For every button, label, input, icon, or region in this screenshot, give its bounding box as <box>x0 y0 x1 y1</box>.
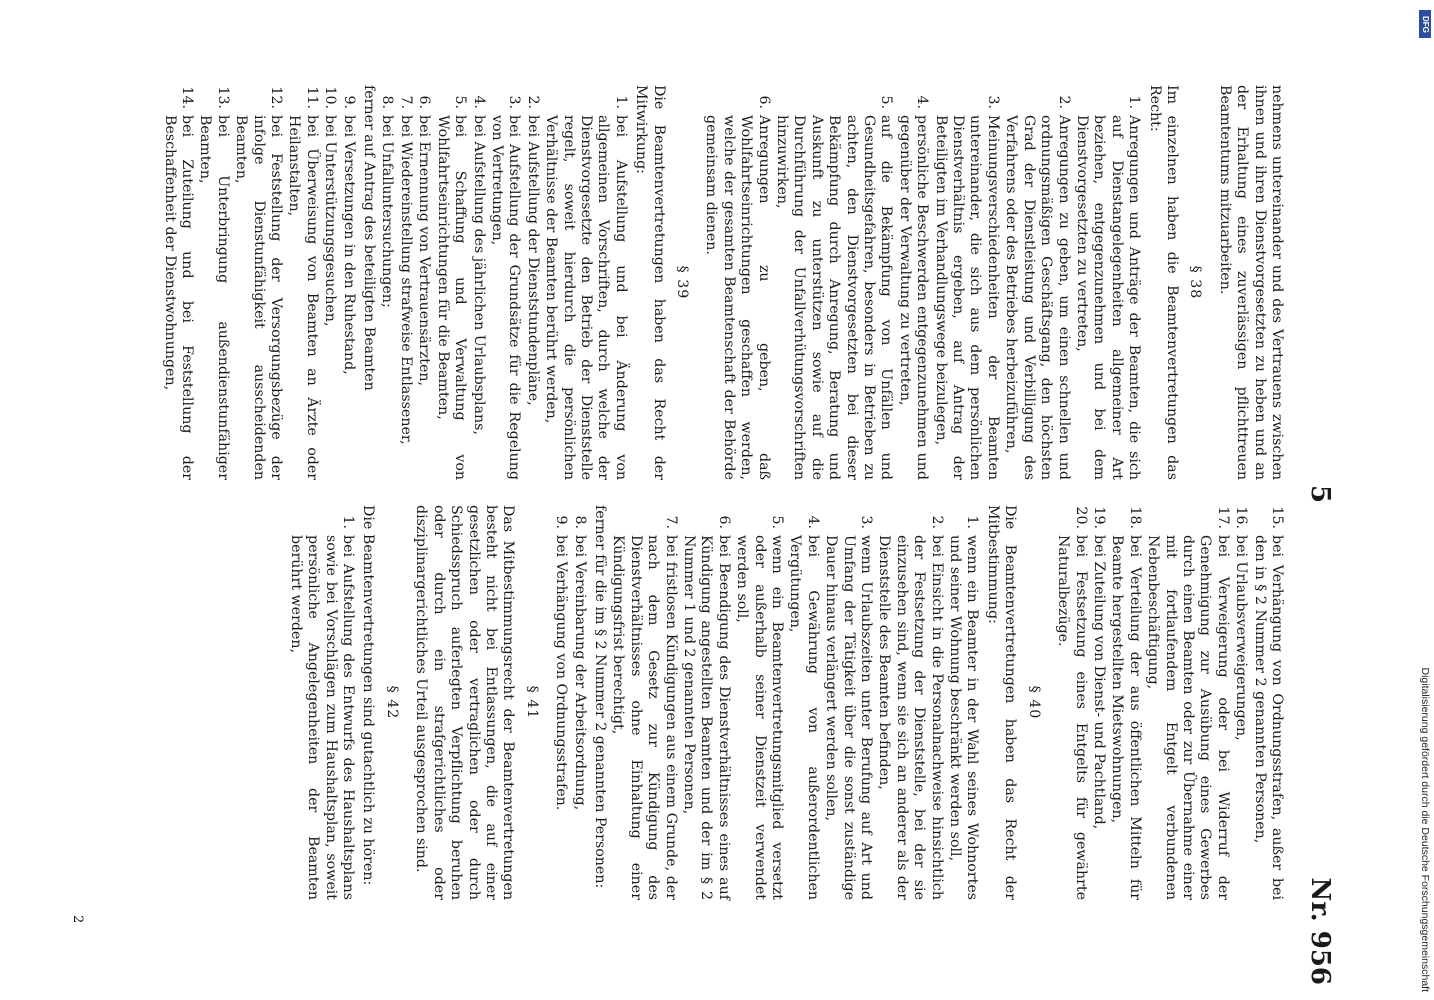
list-item <box>822 505 874 900</box>
item-number: 8. <box>571 515 588 529</box>
list-item <box>488 85 523 480</box>
item-number: 13. <box>214 86 231 109</box>
item-number: 9. <box>340 95 357 109</box>
list-item <box>321 85 338 480</box>
section-39-ferner: ferner auf Antrag des beteiligten Beamten <box>361 85 378 391</box>
list-item <box>415 85 432 480</box>
item-number: 2. <box>524 95 541 109</box>
list-item <box>1002 85 1072 480</box>
item-number: 1. <box>1126 95 1143 109</box>
document-number: Nr. 956 <box>1305 877 1335 985</box>
item-text: persönliche Beschwerden entgegenzunehmen und gegenüber der Verwaltung zu vertreten, <box>896 115 931 480</box>
item-number: 1. <box>612 95 629 109</box>
page-header <box>1295 85 1335 985</box>
digitization-credit-text: Digitalisierung gefördert durch die Deutsche Forschungsgemeinschaft <box>1419 667 1431 992</box>
rotated-page-content <box>35 85 1335 985</box>
list-item <box>160 85 195 480</box>
item-text: bei Aufstellung des Entwurfs des Haushaltsplans sowie bei Vorschlägen zum Haushaltsplan, soweit persönliche Angelegenheiten der Beamten berührt werden, <box>287 535 357 900</box>
signature-mark: 2 <box>70 915 85 924</box>
item-number: 20. <box>1072 506 1089 529</box>
list-item <box>552 505 569 900</box>
digitization-credit <box>1418 8 1432 992</box>
item-number: 12. <box>268 86 285 109</box>
item-text: Meinungsverschiedenheiten der Beamten untereinander, die sich aus dem persönlichen Dienstverhältnis ergeben, auf Antrag der Beteiligten im Verhandlungswege beizulegen, <box>932 115 1001 480</box>
page-number: 5 <box>1305 485 1335 504</box>
list-item <box>1250 505 1285 900</box>
item-text: bei Zuteilung und bei Feststellung der Beschaffenheit der Dienstwohnungen, <box>161 115 196 480</box>
list-item <box>433 85 468 480</box>
item-number: 5. <box>452 95 469 109</box>
item-number: 14. <box>179 86 196 109</box>
item-number: 9. <box>553 515 570 529</box>
item-text: bei Aufstellung des jährlichen Urlaubsplans, <box>470 115 487 435</box>
section-41-text: Das Mitbestimmungsrecht der Beamtenvertretungen besteht nicht bei Entlassungen, die auf einer gesetzlichen oder vertraglichen oder durch Schiedsspruch auferlegten Verpflichtung beruhen oder durch ein strafgerichtliches oder disziplinargerichtliches Urteil ausgesprochen sind. <box>413 505 517 900</box>
section-41-title: § 41 <box>523 685 540 720</box>
item-text: bei Verweigerung oder bei Widerruf der Genehmigung zur Ausübung eines Gewerbes durch einen Beamten oder zur Übernahme einer mit fortlaufendem Entgelt verbundenen Nebenbeschäftigung, <box>1145 535 1231 900</box>
list-item <box>946 505 981 900</box>
section-42-title: § 42 <box>383 685 400 720</box>
section-40-list-b <box>552 505 588 900</box>
item-text: wenn ein Beamter in der Wahl seines Wohnortes und seiner Wohnung beschränkt werden soll, <box>947 535 981 900</box>
item-text: wenn Urlaubszeiten unter Berufung auf Art und Umfang der Tätigkeit über die sonst zuständige Dauer hinaus verlängert werden sollen, <box>823 535 875 900</box>
item-text: bei Aufstellung der Grundsätze für die Regelung von Vertretungen, <box>488 115 523 480</box>
list-item <box>1090 505 1107 900</box>
item-text: bei Verhängung von Ordnungsstrafen, außer bei den in § 2 Nummer 2 genannten Personen, <box>1251 535 1285 900</box>
list-item <box>1073 85 1143 480</box>
item-number: 3. <box>858 515 875 529</box>
list-item <box>875 505 945 900</box>
section-39-list-c <box>1054 505 1285 900</box>
dfg-logo: DFG <box>1419 10 1431 38</box>
right-column <box>285 505 1285 900</box>
item-text: wenn ein Beamtenvertretungsmitglied versetzt oder außerhalb seiner Dienstzeit verwendet werden soll, <box>734 535 786 900</box>
item-text: bei Unterbringung außendienstunfähiger Beamten, <box>197 115 231 480</box>
item-text: bei Wiedereinstellung strafweise Entlassener, <box>397 115 414 445</box>
section-38-title: § 38 <box>1187 265 1204 300</box>
list-item <box>397 85 414 480</box>
list-item <box>339 85 356 480</box>
section-40-title: § 40 <box>1025 685 1042 720</box>
item-text: bei Ernennung von Vertrauensärzten, <box>416 115 433 387</box>
section-38-list <box>702 85 1142 480</box>
list-item <box>680 505 732 900</box>
item-number: 4. <box>804 515 821 529</box>
item-number: 6. <box>755 95 772 109</box>
item-text: bei fristlosen Kündigungen aus einem Grunde, der nach dem Gesetz zur Kündigung des Dienstverhältnisses ohne Einhaltung einer Kündigungsfrist berechtigt, <box>610 535 679 900</box>
item-text: Anregungen zu geben, daß Wohlfahrtseinrichtungen geschaffen werden, welche der gesamten Beamtenschaft der Behörde gemeinsam dienen. <box>703 115 772 480</box>
item-number: 4. <box>470 95 487 109</box>
item-text: Anregungen zu geben, um einen schnellen und ordnungsmäßigen Geschäftsgang, den höchsten Grad der Dienstleistung und Verbilligung des Verfahrens oder des Betriebes herbeizuführen, <box>1003 115 1072 480</box>
item-text: bei Verteilung der aus öffentlichen Mitteln für Beamte hergestellten Mietswohnungen, <box>1109 535 1143 900</box>
list-item <box>542 85 629 480</box>
item-number: 3. <box>506 95 523 109</box>
list-item <box>285 85 320 480</box>
item-text: bei Urlaubsverweigerungen, <box>1233 535 1250 741</box>
section-38-lead: Im einzelnen haben die Beamtenvertretungen das Recht: <box>1146 85 1180 480</box>
list-item <box>702 85 772 480</box>
list-item <box>378 85 395 480</box>
item-text: bei Feststellung der Versorgungsbezüge der infolge Dienstunfähigkeit ausscheidenden Beamten, <box>233 115 285 480</box>
item-text: bei Schaffung und Verwaltung von Wohlfahrtseinrichtungen für die Beamten, <box>434 115 469 480</box>
list-item <box>523 85 540 480</box>
item-text: bei Verhängung von Ordnungsstrafen. <box>553 535 570 811</box>
item-text: bei Unterstützungsgesuchen, <box>322 115 339 327</box>
item-number: 17. <box>1214 506 1231 529</box>
item-number: 7. <box>397 95 414 109</box>
list-item <box>931 85 1001 480</box>
item-number: 11. <box>303 86 320 109</box>
list-item <box>773 85 895 480</box>
item-text: bei Zuteilung von Dienst- und Pachtland, <box>1090 535 1107 830</box>
item-text: bei Überweisung von Beamten an Ärzte oder Heilanstalten, <box>286 115 320 480</box>
item-number: 3. <box>984 95 1001 109</box>
section-39-list-b <box>160 85 356 480</box>
item-number: 6. <box>416 95 433 109</box>
item-text: bei Festsetzung eines Entgelts für gewährte Naturalbezüge. <box>1055 535 1089 900</box>
item-number: 10. <box>322 86 339 109</box>
item-number: 7. <box>662 515 679 529</box>
section-40-list <box>609 505 981 900</box>
item-number: 5. <box>769 515 786 529</box>
item-text: bei Aufstellung der Dienststundenpläne, <box>524 115 541 406</box>
list-item <box>609 505 679 900</box>
section-42-list <box>286 505 356 900</box>
list-item <box>1054 505 1089 900</box>
item-number: 6. <box>715 515 732 529</box>
intro-paragraph: nehmens untereinander und des Vertrauens zwischen ihnen und ihren Dienstvorgesetzten zu heben und an der Erhaltung eines zuverlässigen pflichttreuen Beamtentums mitzuarbeiten. <box>1216 85 1285 480</box>
item-text: bei Einsicht in die Personalnachweise hinsichtlich der Festsetzung der Dienststelle, bei der sie einzusehen sind, wenn sie sich an anderer als der Dienststelle des Beamten befinden, <box>876 535 945 900</box>
section-39-title: § 39 <box>674 265 690 300</box>
list-item <box>1232 505 1249 900</box>
list-item <box>469 85 486 480</box>
item-number: 2. <box>928 515 945 529</box>
list-item <box>570 505 587 900</box>
item-number: 8. <box>379 95 396 109</box>
item-number: 19. <box>1090 506 1107 529</box>
list-item <box>232 85 284 480</box>
item-text: auf die Bekämpfung von Unfällen und Gesundheitsgefahren, besonders in Betrieben zu achten, den Dienstvorgesetzten bei dieser Bekämpfung durch Anregung, Beratung und Auskunft zu unterstützen sowie auf die Durchführung der Unfallverhütungsvorschriften hinzuwirken, <box>774 115 895 480</box>
left-column <box>159 85 1285 480</box>
section-39-list <box>378 85 629 480</box>
item-number: 1. <box>340 515 357 529</box>
item-number: 4. <box>914 95 931 109</box>
list-item <box>1144 505 1231 900</box>
section-40-lead: Die Beamtenvertretungen haben das Recht der Mitbestimmung: <box>984 505 1019 900</box>
item-text: bei Versetzungen in den Ruhestand, <box>340 115 357 375</box>
item-text: bei Beendigung des Dienstverhältnisses eines auf Kündigung angestellten Beamten und der im § 2 Nummer 1 und 2 genannten Personen, <box>681 535 732 900</box>
item-text: Anregungen und Anträge der Beamten, die sich auf Dienstangelegenheiten allgemeiner Art beziehen, entgegenzunehmen und bei dem Dienstvorgesetzten zu vertreten, <box>1073 115 1143 480</box>
item-text: bei Gewährung von außerordentlichen Vergütungen, <box>787 535 821 900</box>
item-text: bei Unfalluntersuchungen; <box>379 115 396 308</box>
list-item <box>895 85 930 480</box>
item-number: 5. <box>878 95 895 109</box>
list-item <box>286 505 356 900</box>
item-number: 15. <box>1269 506 1285 529</box>
list-item <box>196 85 231 480</box>
item-number: 18. <box>1126 506 1143 529</box>
list-item <box>786 505 821 900</box>
item-number: 2. <box>1055 95 1072 109</box>
section-39-lead: Die Beamtenvertretungen haben das Recht der Mitwirkung: <box>633 85 667 480</box>
item-text: bei Aufstellung und bei Änderung von allgemeinen Vorschriften, durch welche der Dienstvorgesetzte den Betrieb der Dienststelle regelt, soweit hierdurch die persönlichen Verhältnisse der Beamten berührt werden, <box>543 115 629 480</box>
list-item <box>733 505 785 900</box>
list-item <box>1108 505 1143 900</box>
item-text: bei Vereinbarung der Arbeitsordnung, <box>571 535 588 811</box>
item-number: 16. <box>1233 506 1250 529</box>
section-40-ferner: ferner für die im § 2 Nummer 2 genannten Personen: <box>591 505 608 889</box>
item-number: 1. <box>964 515 981 529</box>
section-42-lead: Die Beamtenvertretungen sind gutachtlich zu hören: <box>360 505 377 886</box>
